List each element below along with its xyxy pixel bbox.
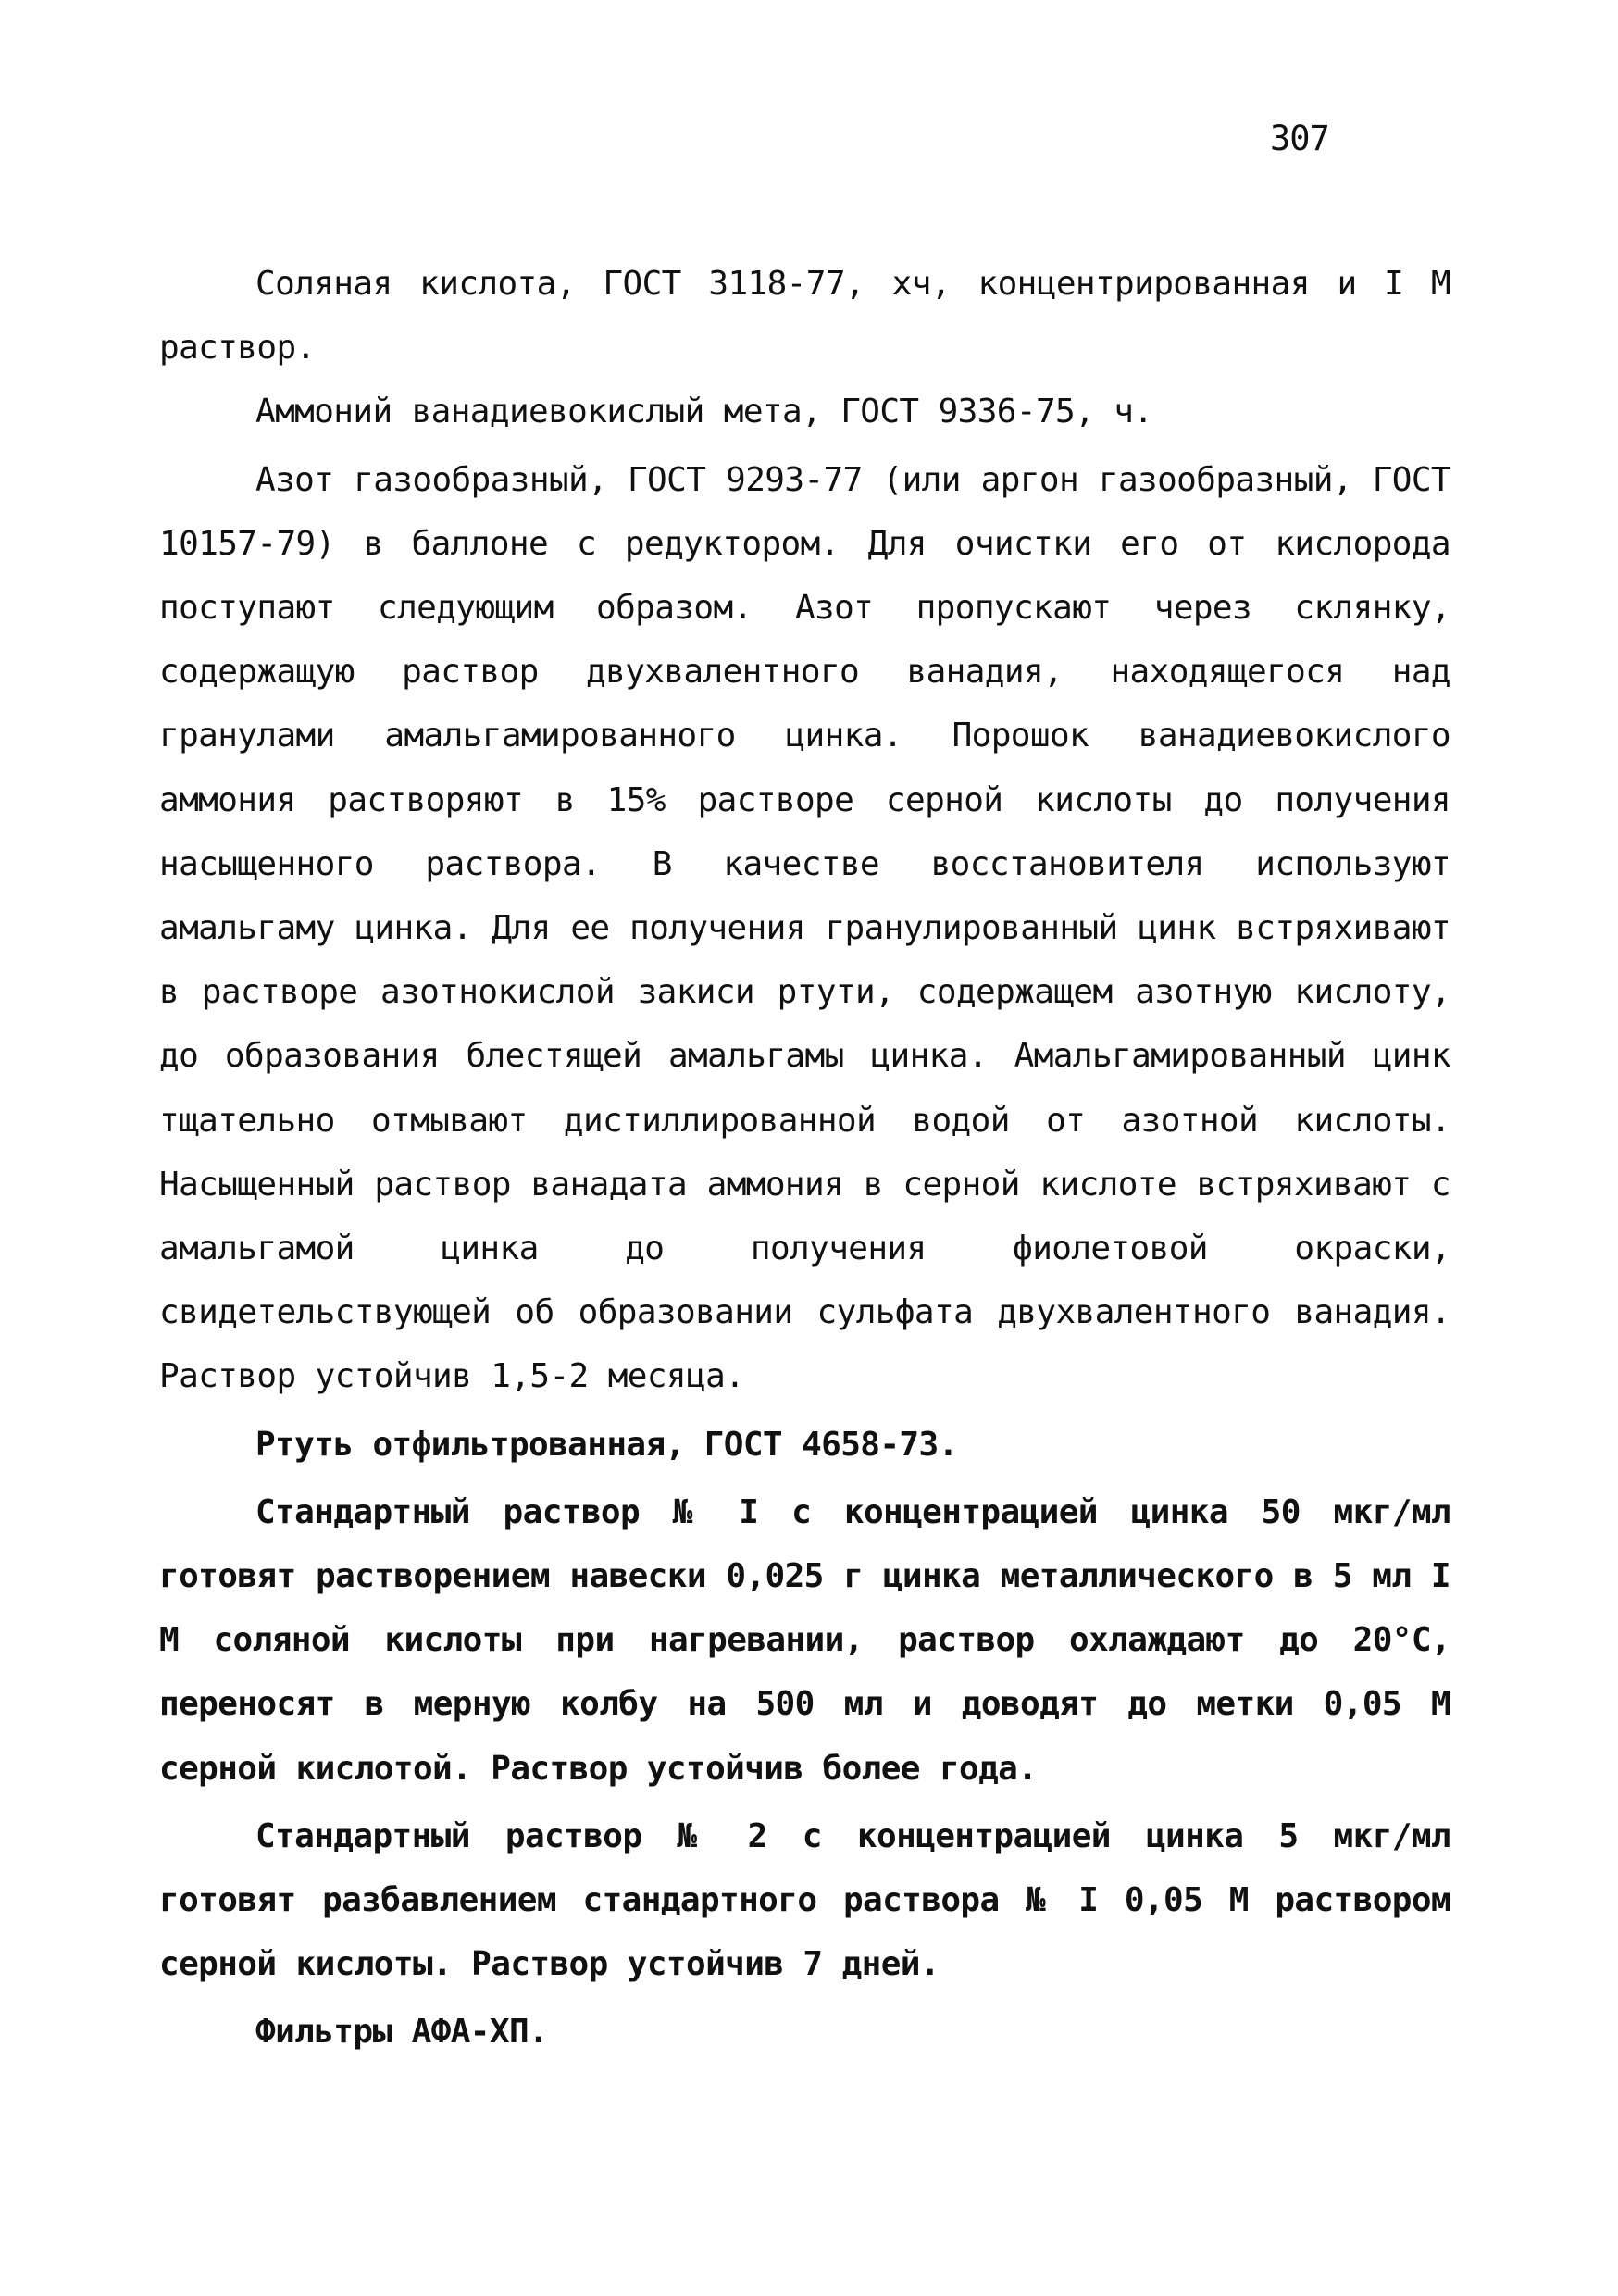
- paragraph-hydrochloric-acid: Соляная кислота, ГОСТ 3118-77, хч, концентрированная и I М раствор.: [159, 265, 1450, 368]
- paragraph-ammonium-metavanadate: Аммоний ванадиевокислый мета, ГОСТ 9336-75, ч.: [255, 393, 1153, 431]
- document-body: [159, 252, 1450, 2068]
- page-number: 307: [1270, 119, 1329, 158]
- paragraph-standard-solution-1: Стандартный раствор № I с концентрацией цинка 50 мкг/мл готовят растворением навески 0,025 г цинка металлического в 5 мл I М соляной кислоты при нагревании, раствор охлаждают до 20°С, переносят в мерную колбу на 500 мл и доводят до метки 0,05 М серной кислотой. Раствор устойчив более года.: [159, 1492, 1450, 1788]
- paragraph-filters: Фильтры АФА-ХП.: [255, 2013, 549, 2052]
- paragraph-standard-solution-2: Стандартный раствор № 2 с концентрацией цинка 5 мкг/мл готовят разбавлением стандартного раствора № I 0,05 М раствором серной кислоты. Раствор устойчив 7 дней.: [159, 1816, 1450, 1984]
- paragraph-nitrogen-gas: Азот газообразный, ГОСТ 9293-77 (или аргон газообразный, ГОСТ 10157-79) в баллоне с редуктором. Для очистки его от кислорода поступают следующим образом. Азот пропускают через склянку, содержащую раствор двухвалентного ванадия, находящегося над гранулами амальгамированного цинка. Порошок ванадиевокислого аммония растворяют в 15% растворе серной кислоты до получения насыщенного раствора. В качестве восстановителя используют амальгаму цинка. Для ее получения гранулированный цинк встряхивают в растворе азотнокислой закиси ртути, содержащем азотную кислоту, до образования блестящей амальгамы цинка. Амальгамированный цинк тщательно отмывают дистиллированной водой от азотной кислоты. Насыщенный раствор ванадата аммония в серной кислоте встряхивают с амальгамой цинка до получения фиолетовой окраски, свидетельствующей об образовании сульфата двухвалентного ванадия. Раствор устойчив 1,5-2 месяца.: [159, 460, 1450, 1396]
- paragraph-mercury: Ртуть отфильтрованная, ГОСТ 4658-73.: [255, 1425, 958, 1464]
